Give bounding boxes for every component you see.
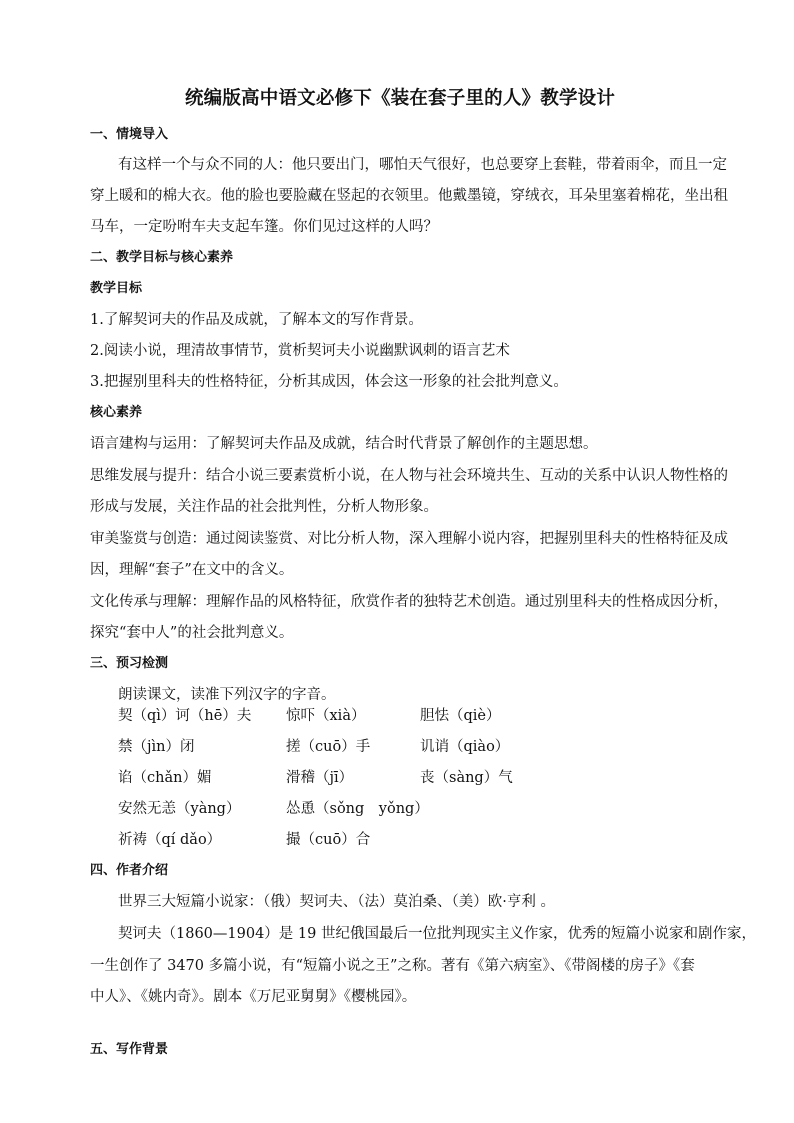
author-line: 一生创作了 3470 多篇小说，有“短篇小说之王”之称。著有《第六病室》、《带阁楼的房子》《套 xyxy=(90,958,695,974)
core-line: 思维发展与提升：结合小说三要素赏析小说，在人物与社会环境共生、互动的关系中认识人物性格的 xyxy=(90,468,728,484)
goal-item: 1.了解契诃夫的作品及成就，了解本文的写作背景。 xyxy=(90,312,423,328)
pinyin-item: 祈祷（qí dǎo） xyxy=(118,832,222,848)
document-title: 统编版高中语文必修下《装在套子里的人》教学设计 xyxy=(184,88,616,109)
pinyin-item: 安然无恙（yàng） xyxy=(118,801,241,817)
pinyin-item: 谄（chǎn）媚 xyxy=(118,770,212,786)
core-line: 因，理解“套子”在文中的含义。 xyxy=(90,562,294,578)
pinyin-item: 契（qì）诃（hē）夫 xyxy=(118,708,252,724)
section-heading-intro: 一、情境导入 xyxy=(90,127,169,142)
pinyin-item: 搓（cuō）手 xyxy=(286,739,371,755)
core-line: 审美鉴赏与创造：通过阅读鉴赏、对比分析人物，深入理解小说内容，把握别里科夫的性格特征及成 xyxy=(90,531,728,547)
preview-intro: 朗读课文，读准下列汉字的字音。 xyxy=(118,687,336,703)
core-line: 语言建构与运用：了解契诃夫作品及成就，结合时代背景了解创作的主题思想。 xyxy=(90,436,598,452)
core-line: 形成与发展，关注作品的社会批判性，分析人物形象。 xyxy=(90,499,438,515)
section-heading-author: 四、作者介绍 xyxy=(90,863,169,878)
pinyin-item: 禁（jìn）闭 xyxy=(118,739,195,755)
pinyin-item: 怂恿（sǒng yǒng） xyxy=(286,801,429,817)
author-line: 契诃夫（1860—1904）是 19 世纪俄国最后一位批判现实主义作家，优秀的短篇小说家和剧作家， xyxy=(118,926,756,942)
pinyin-item: 胆怯（qiè） xyxy=(420,708,501,724)
section-heading-background: 五、写作背景 xyxy=(90,1042,169,1057)
pinyin-item: 丧（sàng）气 xyxy=(420,770,513,786)
author-line: 世界三大短篇小说家：（俄）契诃夫、（法）莫泊桑、（美）欧·亨利 。 xyxy=(118,894,555,910)
goal-item: 2.阅读小说，理清故事情节，赏析契诃夫小说幽默讽刺的语言艺术 xyxy=(90,343,510,359)
pinyin-item: 讥诮（qiào） xyxy=(420,739,510,755)
pinyin-item: 滑稽（jī） xyxy=(286,770,354,786)
pinyin-item: 撮（cuō）合 xyxy=(286,832,371,848)
subheading-core-literacy: 核心素养 xyxy=(90,405,143,420)
paragraph-line: 马车，一定吩咐车夫支起车篷。你们见过这样的人吗？ xyxy=(90,219,438,235)
core-line: 文化传承与理解：理解作品的风格特征，欣赏作者的独特艺术创造。通过别里科夫的性格成因分析， xyxy=(90,594,728,610)
subheading-teaching-goals: 教学目标 xyxy=(90,281,143,296)
core-line: 探究“套中人”的社会批判意义。 xyxy=(90,625,294,641)
paragraph-line: 有这样一个与众不同的人：他只要出门，哪怕天气很好，也总要穿上套鞋，带着雨伞，而且一定 xyxy=(118,157,727,173)
paragraph-line: 穿上暖和的棉大衣。他的脸也要脸藏在竖起的衣领里。他戴墨镜，穿绒衣，耳朵里塞着棉花，坐出租 xyxy=(90,188,728,204)
pinyin-item: 惊吓（xià） xyxy=(286,708,366,724)
author-line: 中人》、《姚内奇》。剧本《万尼亚舅舅》《樱桃园》。 xyxy=(90,989,417,1005)
goal-item: 3.把握别里科夫的性格特征，分析其成因，体会这一形象的社会批判意义。 xyxy=(90,374,568,390)
section-heading-preview: 三、预习检测 xyxy=(90,656,169,671)
section-heading-goals: 二、教学目标与核心素养 xyxy=(90,250,234,265)
